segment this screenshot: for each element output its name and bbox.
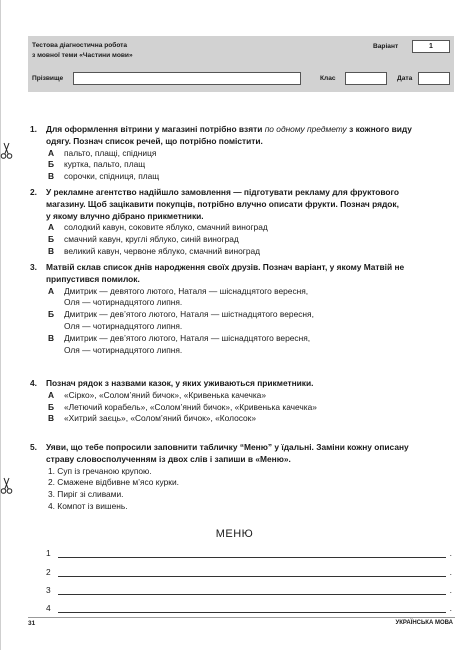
menu-title: МЕНЮ [215,528,254,540]
date-field[interactable] [418,72,450,85]
answer-rule [58,576,446,577]
question-text-part: Матвій склав список днів народження своїх друзів. Познач варіант, у якому Матвій не [46,262,405,272]
question-5 [30,442,450,513]
answer-option[interactable] [30,309,450,321]
option-text: Оля — чотирнадцятого липня. [64,320,183,331]
option-letter: В [48,413,55,424]
option-text: «Сірко», «Солом’яний бичок», «Кривенька качечка» [64,389,267,400]
test-title-line1: Тестова діагностична робота [32,42,128,49]
answer-option[interactable] [30,246,450,258]
menu-line-number: 1 [46,548,51,558]
question-number: 4. [30,378,37,388]
class-label: Клас [320,75,336,82]
test-title [32,41,133,60]
menu-line-2[interactable] [46,567,454,579]
option-text: пальто, плащі, спідниця [64,147,157,158]
option-text: «Летючий корабель», «Солом’яний бичок», «Кривенька качечка» [64,401,317,412]
option-text: Дмитрик — дев’ятого лютого, Наталя — шістнадцятого вересня, [64,309,314,320]
question-text-part: Для оформлення вітрини у магазині потрібно взяти [46,124,265,134]
question-3 [30,262,450,356]
option-text: Оля — чотирнадцятого липня. [64,344,183,355]
answer-option[interactable] [30,159,450,171]
question-text: одягу. Познач список речей, що потрібно помістити. [46,135,263,146]
question-text-part: Уяви, що тебе попросили заповнити табличку “Меню” у їдальні. Заміни кожну описану [46,442,409,452]
option-text: Дмитрик — дев’ятого лютого, Наталя — шіснадцятого вересня, [64,332,311,343]
question-number: 5. [30,442,37,452]
menu-line-number: 2 [46,567,51,577]
option-text: смачний кавун, круглі яблуко, синій виноград [64,234,239,245]
option-text: сорочки, спідниця, плащ [64,171,160,182]
surname-label: Прізвище [32,75,64,82]
option-letter: Б [48,309,55,320]
answer-option[interactable] [30,413,450,425]
question-text [30,378,450,390]
menu-line-dot: . [449,603,452,613]
answer-rule [58,594,446,595]
question-2 [30,187,450,258]
question-text [30,187,450,199]
answer-option[interactable] [30,148,450,160]
option-letter: Б [48,234,55,245]
option-text: Дмитрик — девятого лютого, Наталя — шіснадцятого вересня, [64,285,309,296]
option-text: великий кавун, червоне яблуко, смачний виноград [64,245,261,256]
list-item: 4. Компот із вишень. [48,500,128,511]
option-letter: А [48,389,55,400]
question-4 [30,378,450,425]
option-letter: В [48,171,55,182]
list-item: 3. Пиріг зі сливами. [48,489,124,500]
answer-rule [58,557,446,558]
list-item: 1. Суп із гречаною крупою. [48,465,152,476]
book-title: УКРАЇНСЬКА МОВА [395,620,453,626]
option-letter: А [48,147,55,158]
scissors-icon [0,142,13,160]
option-letter: В [48,332,55,343]
menu-line-number: 3 [46,585,51,595]
option-letter: Б [48,401,55,412]
menu-line-3[interactable] [46,585,454,597]
option-text: куртка, пальто, плащ [64,159,146,170]
answer-option[interactable] [30,286,450,298]
question-1 [30,124,450,183]
question-text: припустився помилок. [46,273,140,284]
menu-line-dot: . [449,548,452,558]
answer-option[interactable] [30,171,450,183]
option-text: «Хитрий заєць», «Солом’яний бичок», «Колосок» [64,413,257,424]
option-letter: Б [48,159,55,170]
menu-line-4[interactable] [46,603,454,615]
question-text: у якому влучно дібрано прикметники. [46,210,204,221]
variant-field[interactable]: 1 [412,40,450,53]
answer-rule [58,612,446,613]
option-letter: А [48,222,55,233]
option-letter: В [48,245,55,256]
answer-option[interactable] [30,333,450,345]
question-text-part: Познач рядок з назвами казок, у яких уживаються прикметники. [46,378,314,388]
question-text [30,124,450,136]
test-title-line2: з мовної теми «Частини мови» [32,51,133,59]
question-text-part: У рекламне агентство надійшло замовлення — підготувати рекламу для фруктового [46,187,400,197]
menu-line-number: 4 [46,603,51,613]
menu-line-dot: . [449,585,452,595]
option-text: солодкий кавун, соковите яблуко, смачний виноград [64,222,268,233]
question-text-emphasis: по одному предмету [264,124,347,134]
variant-label: Варіант [373,43,399,50]
question-number: 3. [30,262,37,272]
question-text: страву словосполученням із двох слів і запиши в «Меню». [46,453,291,464]
answer-option[interactable] [30,402,450,414]
page-number: 31 [28,620,36,627]
question-text-part: з кожного виду [346,124,412,134]
surname-field[interactable] [73,72,301,85]
option-letter: А [48,285,55,296]
footer-divider [28,617,455,618]
question-text: магазину. Щоб зацікавити покупців, потрібно влучно описати фрукти. Познач рядок, [46,198,399,209]
date-label: Дата [397,75,413,82]
option-text: Оля — чотирнадцятого липня. [64,297,183,308]
answer-option[interactable] [30,390,450,402]
question-text [30,262,450,274]
menu-line-dot: . [449,567,452,577]
list-item: 2. Смажене відбивне м’ясо курки. [48,477,179,488]
class-field[interactable] [345,72,387,85]
test-header [28,36,454,92]
question-number: 2. [30,187,37,197]
answer-option[interactable] [30,222,450,234]
question-text [30,442,450,454]
question-number: 1. [30,124,37,134]
menu-line-1[interactable] [46,548,454,560]
answer-option[interactable] [30,234,450,246]
page-edge [0,0,1,650]
scissors-icon [0,477,13,495]
